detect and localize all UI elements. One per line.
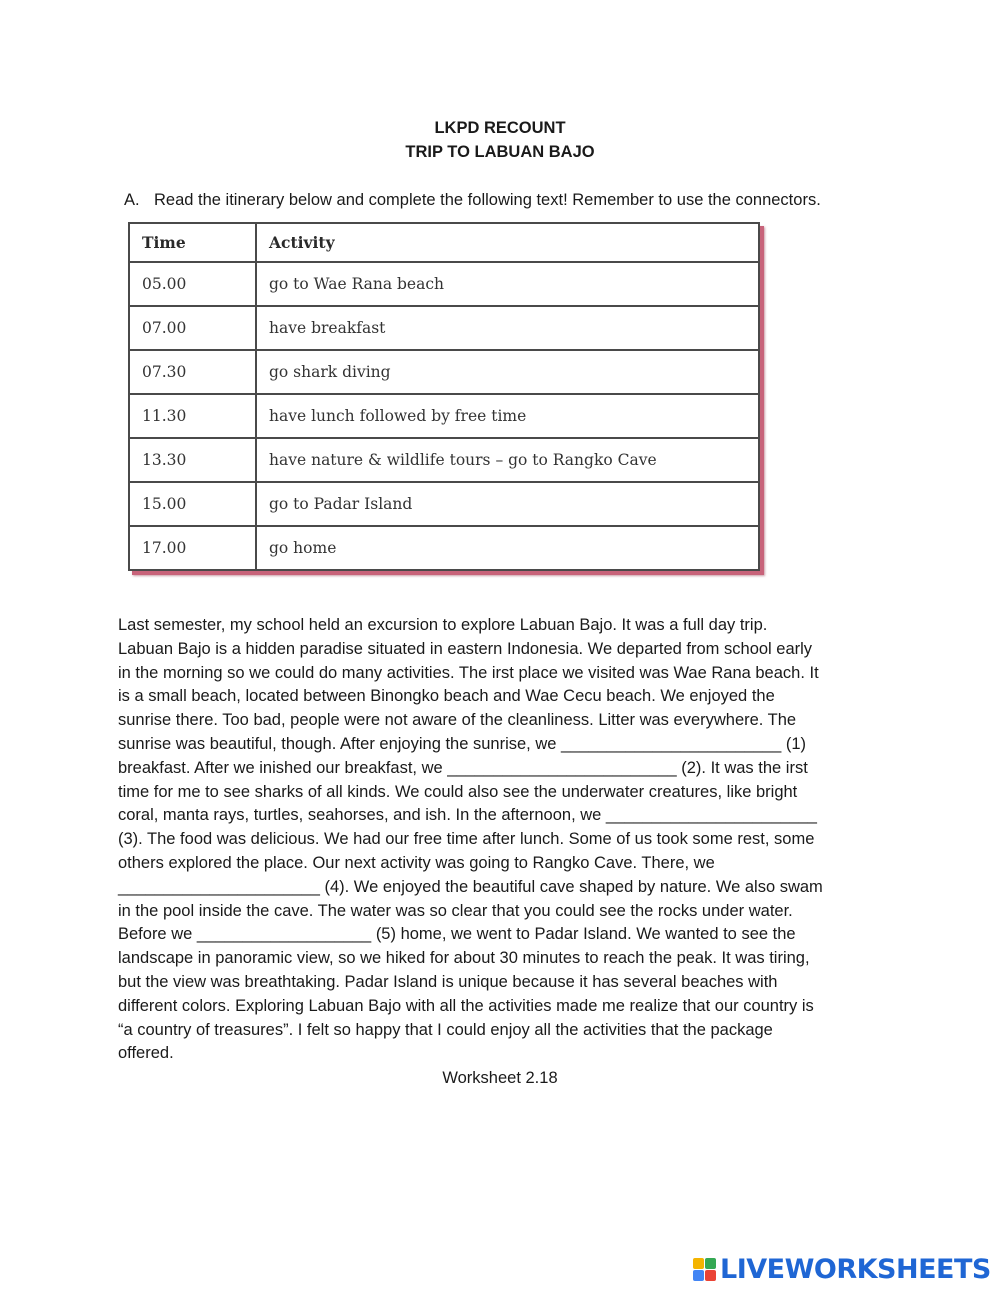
- passage-line: in the morning so we could do many activities. The irst place we visited was Wae Rana beach. It: [118, 663, 819, 682]
- passage-line: time for me to see sharks of all kinds. We could also see the underwater creatures, like bright: [118, 782, 798, 801]
- brand-wordmark: LIVEWORKSHEETS: [720, 1253, 991, 1285]
- logo-tile: [705, 1258, 716, 1269]
- passage-line: landscape in panoramic view, so we hiked for about 30 minutes to reach the peak. It was tiring,: [118, 949, 810, 968]
- table-row: [129, 438, 759, 482]
- column-header-activity: Activity: [256, 223, 759, 262]
- time-cell: 17.00: [129, 526, 256, 570]
- passage-line: Labuan Bajo is a hidden paradise situated in eastern Indonesia. We departed from school early: [118, 639, 813, 658]
- page-subtitle: TRIP TO LABUAN BAJO: [405, 143, 595, 161]
- passage-line: in the pool inside the cave. The water was so clear that you could see the rocks under water.: [118, 901, 793, 920]
- instruction-marker: A.: [124, 191, 140, 209]
- instruction-text: Read the itinerary below and complete the following text! Remember to use the connectors.: [154, 191, 821, 209]
- activity-cell: have nature & wildlife tours – go to Rangko Cave: [256, 438, 759, 482]
- itinerary-table: [128, 222, 760, 571]
- passage-line: others explored the place. Our next activity was going to Rangko Cave. There, we: [118, 853, 715, 872]
- activity-cell: have lunch followed by free time: [256, 394, 759, 438]
- logo-tile: [693, 1258, 704, 1269]
- passage-line: sunrise there. Too bad, people were not aware of the cleanliness. Litter was everywhere. The: [118, 711, 797, 730]
- page-title: LKPD RECOUNT: [434, 119, 566, 137]
- activity-cell: go shark diving: [256, 350, 759, 394]
- time-cell: 13.30: [129, 438, 256, 482]
- logo-tile: [693, 1270, 704, 1281]
- table-row: [129, 262, 759, 306]
- table-row: [129, 350, 759, 394]
- passage-line-blank-5[interactable]: Before we ___________________ (5) home, we went to Padar Island. We wanted to see the: [118, 925, 796, 944]
- table-row: [129, 482, 759, 526]
- table-row: [129, 394, 759, 438]
- time-cell: 15.00: [129, 482, 256, 526]
- passage-line-blank-4[interactable]: ______________________ (4). We enjoyed the beautiful cave shaped by nature. We also swam: [118, 877, 823, 896]
- passage-line: is a small beach, located between Binongko beach and Wae Cecu beach. We enjoyed the: [118, 687, 775, 706]
- logo-tile: [705, 1270, 716, 1281]
- itinerary-table-wrapper: [128, 222, 760, 571]
- table-header-row: [129, 223, 759, 262]
- time-cell: 05.00: [129, 262, 256, 306]
- time-cell: 07.30: [129, 350, 256, 394]
- activity-cell: go to Wae Rana beach: [256, 262, 759, 306]
- passage-line: offered.: [118, 1044, 174, 1063]
- passage-line: Last semester, my school held an excursion to explore Labuan Bajo. It was a full day trip.: [118, 616, 768, 634]
- worksheet-label: Worksheet 2.18: [442, 1069, 558, 1087]
- passage-line-blank-2[interactable]: breakfast. After we inished our breakfast, we _________________________ (2). It was the irst: [118, 758, 808, 777]
- liveworksheets-logo-icon: [693, 1258, 716, 1281]
- table-row: [129, 526, 759, 570]
- passage-line: but the view was breathtaking. Padar Island is unique because it has several beaches with: [118, 972, 778, 991]
- activity-cell: have breakfast: [256, 306, 759, 350]
- activity-cell: go to Padar Island: [256, 482, 759, 526]
- passage-line-blank-3[interactable]: coral, manta rays, turtles, seahorses, and ish. In the afternoon, we _______________________: [118, 806, 817, 825]
- table-row: [129, 306, 759, 350]
- passage-line: different colors. Exploring Labuan Bajo with all the activities made me realize that our country is: [118, 996, 814, 1015]
- time-cell: 07.00: [129, 306, 256, 350]
- activity-cell: go home: [256, 526, 759, 570]
- time-cell: 11.30: [129, 394, 256, 438]
- liveworksheets-brand[interactable]: [693, 1254, 991, 1284]
- recount-passage: [118, 614, 888, 1066]
- column-header-time: Time: [129, 223, 256, 262]
- passage-line: “a country of treasures”. I felt so happy that I could enjoy all the activities that the package: [118, 1020, 773, 1039]
- passage-line-blank-1[interactable]: sunrise was beautiful, though. After enjoying the sunrise, we ________________________ (1): [118, 734, 806, 753]
- instruction: [124, 188, 821, 212]
- passage-line: (3). The food was delicious. We had our free time after lunch. Some of us took some rest, some: [118, 830, 815, 849]
